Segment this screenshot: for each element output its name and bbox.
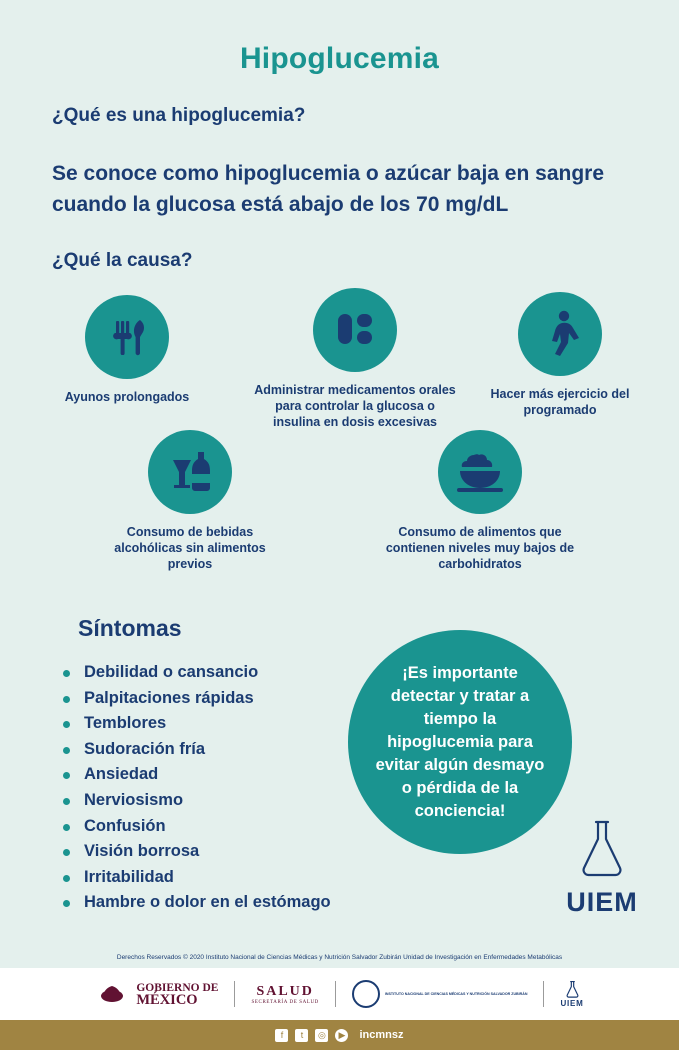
list-item: Palpitaciones rápidas	[60, 689, 360, 708]
divider	[234, 981, 235, 1007]
social-handle: incmnsz	[359, 1029, 404, 1041]
gobierno-line1: GOBIERNO DE	[136, 982, 219, 994]
institute-seal-icon	[352, 980, 380, 1008]
page-title: Hipoglucemia	[239, 42, 440, 75]
instagram-icon[interactable]: ◎	[315, 1029, 328, 1042]
cause-item-exercise	[485, 292, 635, 418]
uiem-wordmark: UIEM	[566, 887, 638, 917]
cause-label: Administrar medicamentos orales para controlar la glucosa o insulina en dosis excesivas	[254, 383, 456, 429]
incmnsz-text: INSTITUTO NACIONAL DE CIENCIAS MÉDICAS Y NUTRICIÓN SALVADOR ZUBIRÁN	[384, 991, 528, 996]
list-item: Hambre o dolor en el estómago	[60, 893, 360, 912]
cause-label: Hacer más ejercicio del programado	[490, 387, 630, 417]
cause-item-low-carb-food	[380, 430, 580, 572]
cause-label: Consumo de bebidas alcohólicas sin alimentos previos	[114, 525, 266, 571]
definition-paragraph: Se conoce como hipoglucemia o azúcar baja en sangre cuando la glucosa está abajo de los 70 mg/dL	[52, 162, 604, 216]
cause-label: Consumo de alimentos que contienen niveles muy bajos de carbohidratos	[385, 525, 575, 571]
facebook-icon[interactable]: f	[275, 1029, 288, 1042]
cause-item-alcohol	[95, 430, 285, 572]
flask-icon	[564, 980, 581, 999]
question-cause-heading: ¿Qué la causa?	[52, 250, 193, 271]
salad-bowl-icon	[438, 430, 522, 514]
uiem-logo	[552, 818, 652, 918]
list-item: Irritabilidad	[60, 868, 360, 887]
list-item: Debilidad o cansancio	[60, 663, 360, 682]
question-what-is-heading: ¿Qué es una hipoglucemia?	[52, 105, 306, 126]
list-item: Sudoración fría	[60, 740, 360, 759]
symptoms-list	[60, 663, 360, 919]
footer-social-bar	[0, 1020, 679, 1050]
cause-item-medication	[250, 288, 460, 430]
list-item: Nerviosismo	[60, 791, 360, 810]
incmnsz-logo	[352, 980, 528, 1008]
gobierno-text	[136, 982, 218, 1006]
salud-wordmark: SALUD	[256, 983, 314, 999]
salud-logo	[251, 984, 318, 1005]
uiem-footer-logo	[560, 980, 583, 1008]
list-item: Ansiedad	[60, 765, 360, 784]
youtube-icon[interactable]: ▶	[335, 1029, 348, 1042]
list-item: Confusión	[60, 817, 360, 836]
divider	[335, 981, 336, 1007]
salud-subtitle: SECRETARÍA DE SALUD	[251, 999, 319, 1005]
symptoms-heading: Síntomas	[78, 615, 182, 641]
highlight-text: ¡Es importante detectar y tratar a tiempo la hipoglucemia para evitar algún desmayo o pérdida de la conciencia!	[375, 663, 545, 820]
divider	[543, 981, 544, 1007]
footer-logos	[0, 968, 679, 1020]
wine-bottle-glass-icon	[148, 430, 232, 514]
cause-label: Ayunos prolongados	[64, 390, 190, 404]
uiem-footer-wordmark: UIEM	[560, 999, 584, 1008]
pills-icon	[313, 288, 397, 372]
list-item: Temblores	[60, 714, 360, 733]
list-item: Visión borrosa	[60, 842, 360, 861]
twitter-icon[interactable]: t	[295, 1029, 308, 1042]
eagle-emblem-icon	[95, 983, 129, 1005]
cutlery-icon	[85, 295, 169, 379]
gobierno-line2: MÉXICO	[136, 992, 198, 1008]
walking-person-icon	[518, 292, 602, 376]
gobierno-de-mexico-logo	[95, 982, 218, 1006]
footer-credits: Derechos Reservados © 2020 Instituto Nacional de Ciencias Médicas y Nutrición Salvador Zubirán Unidad de Investigación en Enfermedades Metabólicas	[0, 948, 679, 968]
cause-item-fasting	[42, 295, 212, 405]
highlight-callout	[348, 630, 572, 854]
flask-icon	[573, 818, 631, 880]
